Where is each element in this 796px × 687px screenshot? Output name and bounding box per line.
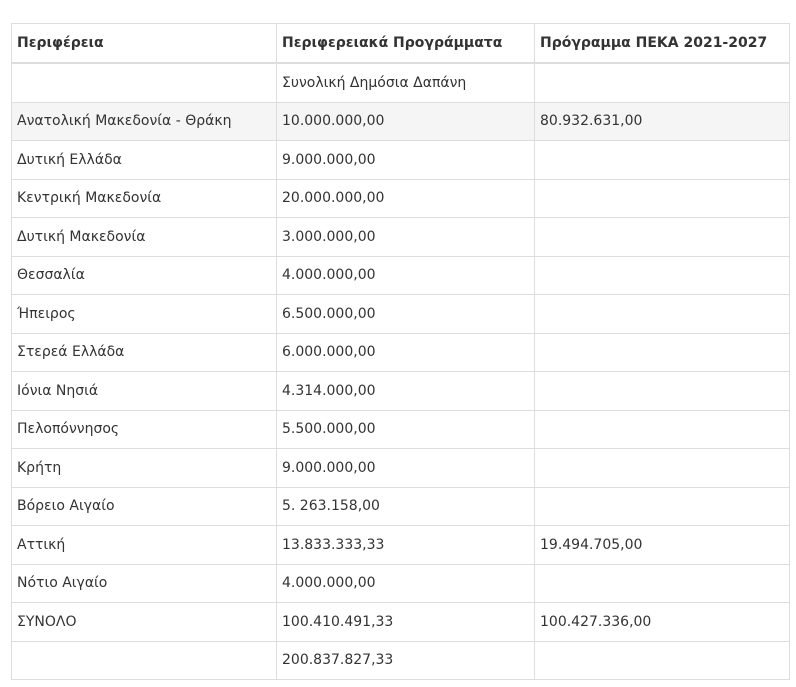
table-row	[12, 102, 790, 141]
cell-region: Ιόνια Νησιά	[12, 372, 277, 411]
cell-peka-amount	[535, 564, 790, 603]
cell-peka-amount	[535, 295, 790, 334]
cell-region: Ήπειρος	[12, 295, 277, 334]
cell-regional-amount: 5.500.000,00	[277, 410, 535, 449]
cell-regional-amount: 100.410.491,33	[277, 603, 535, 642]
table-row	[12, 179, 790, 218]
cell-regional-amount: 3.000.000,00	[277, 218, 535, 257]
table-row	[12, 449, 790, 488]
cell-regional-amount: 6.000.000,00	[277, 333, 535, 372]
cell-region: ΣΥΝΟΛΟ	[12, 603, 277, 642]
cell-regional-amount: 200.837.827,33	[277, 641, 535, 680]
table-row	[12, 526, 790, 565]
cell-regional-amount: 4.000.000,00	[277, 256, 535, 295]
cell-peka-amount	[535, 218, 790, 257]
cell-regional-amount: 5. 263.158,00	[277, 487, 535, 526]
cell-region: Βόρειο Αιγαίο	[12, 487, 277, 526]
regional-funding-table	[11, 23, 790, 680]
header-row	[12, 24, 790, 64]
header-peka-program: Πρόγραμμα ΠΕΚΑ 2021-2027	[535, 24, 790, 64]
header-regional-programs: Περιφερειακά Προγράμματα	[277, 24, 535, 64]
cell-region	[12, 641, 277, 680]
table-row	[12, 641, 790, 680]
cell-regional-amount: 9.000.000,00	[277, 141, 535, 180]
cell-region: Θεσσαλία	[12, 256, 277, 295]
table-row	[12, 256, 790, 295]
table-header	[12, 24, 790, 64]
cell-peka-amount	[535, 179, 790, 218]
table-row	[12, 564, 790, 603]
table-row	[12, 333, 790, 372]
cell-region: Κεντρική Μακεδονία	[12, 179, 277, 218]
cell-peka-amount	[535, 487, 790, 526]
cell-regional-amount: 9.000.000,00	[277, 449, 535, 488]
cell-regional-amount: 4.000.000,00	[277, 564, 535, 603]
cell-peka-amount	[535, 256, 790, 295]
cell-regional-amount: 13.833.333,33	[277, 526, 535, 565]
table-row	[12, 603, 790, 642]
table-row	[12, 141, 790, 180]
cell-regional-amount: Συνολική Δημόσια Δαπάνη	[277, 63, 535, 102]
cell-region	[12, 63, 277, 102]
table-row	[12, 410, 790, 449]
cell-peka-amount: 100.427.336,00	[535, 603, 790, 642]
table-row	[12, 63, 790, 102]
cell-region: Νότιο Αιγαίο	[12, 564, 277, 603]
cell-peka-amount	[535, 449, 790, 488]
cell-peka-amount	[535, 333, 790, 372]
cell-peka-amount	[535, 410, 790, 449]
cell-peka-amount: 80.932.631,00	[535, 102, 790, 141]
cell-region: Αττική	[12, 526, 277, 565]
cell-peka-amount	[535, 63, 790, 102]
table-row	[12, 218, 790, 257]
cell-region: Στερεά Ελλάδα	[12, 333, 277, 372]
cell-regional-amount: 6.500.000,00	[277, 295, 535, 334]
table-row	[12, 295, 790, 334]
cell-region: Δυτική Μακεδονία	[12, 218, 277, 257]
table-row	[12, 487, 790, 526]
cell-peka-amount	[535, 141, 790, 180]
cell-peka-amount	[535, 641, 790, 680]
table-body	[12, 63, 790, 680]
cell-regional-amount: 10.000.000,00	[277, 102, 535, 141]
table-row	[12, 372, 790, 411]
header-region: Περιφέρεια	[12, 24, 277, 64]
cell-region: Πελοπόννησος	[12, 410, 277, 449]
cell-regional-amount: 20.000.000,00	[277, 179, 535, 218]
cell-regional-amount: 4.314.000,00	[277, 372, 535, 411]
cell-region: Δυτική Ελλάδα	[12, 141, 277, 180]
cell-region: Ανατολική Μακεδονία - Θράκη	[12, 102, 277, 141]
cell-region: Κρήτη	[12, 449, 277, 488]
regional-funding-table-container	[11, 23, 790, 680]
cell-peka-amount: 19.494.705,00	[535, 526, 790, 565]
cell-peka-amount	[535, 372, 790, 411]
